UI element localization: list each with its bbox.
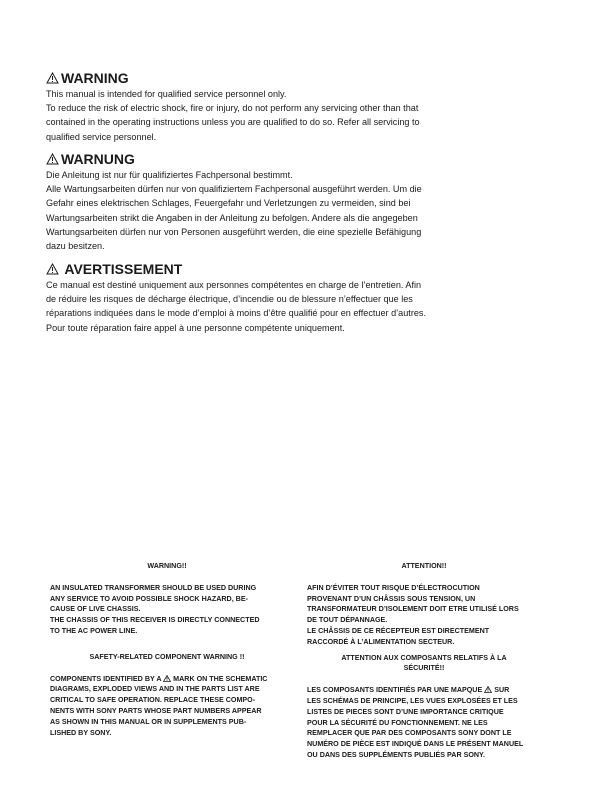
left-body-line: AN INSULATED TRANSFORMER SHOULD BE USED DURING [50,583,257,592]
left-body-line: DIAGRAMS, EXPLODED VIEWS AND IN THE PARTS LIST ARE [50,685,260,694]
warning-text-line: contained in the operating instructions unless you are qualified to do so. Refer all servicing to [46,117,420,128]
left-warning-box [50,561,284,738]
left-heading-2: SAFETY-RELATED COMPONENT WARNING !! [89,652,245,661]
right-body-1 [307,583,541,648]
left-body-line: CAUSE OF LIVE CHASSIS. [50,605,141,614]
warning-title: WARNING [61,70,129,86]
warnung-text-line: Gefahr eines elektrischen Schlages, Feuergefahr und Verletzungen zu vermeiden, sind bei [46,198,411,209]
right-body-line [307,685,541,696]
warnung-text-line: Wartungsarbeiten dürfen nur von Personen ausgeführt werden, die eine spezielle Befähigung [46,226,422,237]
left-heading-1: WARNING!! [147,562,187,570]
right-body-line: LES SCHÉMAS DE PRINCIPE, LES VUES EXPLOSÉES ET LES [307,696,518,705]
warning-triangle-icon [46,153,59,165]
warning-text-line: This manual is intended for qualified service personnel only. [46,89,287,99]
spacer [50,637,284,652]
left-body-line: TO THE AC POWER LINE. [50,626,138,635]
right-heading-2 [307,653,541,675]
right-body-line: OU DANS DES SUPPLÉMENTS PUBLIÉS PAR SONY. [307,750,486,759]
warning-section-en [46,70,476,144]
left-body-line: THE CHASSIS OF THIS RECEIVER IS DIRECTLY CONNECTED [50,616,260,625]
warnung-text-line: Wartungsarbeiten strikt die Angaben in der Anleitung zu befolgen. Andere als die angegeben [46,212,418,223]
avertissement-text-line: réparations indiquées dans le mode d’emploi à moins d’être qualifié pour en effectuer d’autres. [46,308,426,319]
right-body-line: RACCORDÉ À L’ALIMENTATION SECTEUR. [307,637,455,646]
left-body-line: LISHED BY SONY. [50,728,112,737]
warnung-text-line: Alle Wartungsarbeiten dürfen nur von qualifiziertem Fachpersonal ausgeführt werden. Um die [46,184,422,195]
avertissement-text-line: Pour toute réparation faire appel à une personne compétente uniquement. [46,322,345,333]
right-heading-2-line: SÉCURITÉ!! [403,664,445,673]
right-body-text: LES COMPOSANTS IDENTIFIÉS PAR UNE MAPQUE [307,686,485,695]
left-body-text: COMPONENTS IDENTIFIED BY A [50,674,164,683]
left-body-2 [50,674,284,739]
avertissement-text-line: Ce manual est destiné uniquement aux personnes compétentes en charge de l’entretien. Afin [46,280,422,290]
left-body-text: MARK ON THE SCHEMATIC [171,674,268,683]
left-body-line [50,674,284,685]
left-body-1 [50,583,284,637]
left-body-line: AS SHOWN IN THIS MANUAL OR IN SUPPLEMENTS PUB- [50,717,247,726]
left-body-line: CRITICAL TO SAFE OPERATION. REPLACE THESE COMPO- [50,696,256,705]
right-body-line: LISTES DE PIECES SONT D’UNE IMPORTANCE CRITIQUE [307,707,504,716]
right-body-line: REMPLACER QUE PAR DES COMPOSANTS SONY DONT LE [307,729,512,738]
right-body-line: AFIN D’ÉVITER TOUT RISQUE D’ÉLECTROCUTION [307,583,480,592]
warning-text-line: qualified service personnel. [46,131,157,142]
warning-triangle-icon [46,72,59,84]
right-body-line: POUR LA SÉCURITÉ DU FONCTIONNEMENT. NE LES [307,718,488,727]
warnung-text-line: Die Anleitung ist nur für qualifiziertes Fachpersonal bestimmt. [46,170,293,180]
left-body-line: ANY SERVICE TO AVOID POSSIBLE SHOCK HAZARD, BE- [50,594,248,603]
warning-heading-de [46,151,476,167]
right-body-text: SUR [492,686,510,695]
warning-heading-en [46,70,476,86]
right-body-line: NUMÉRO DE PIÈCE EST INDIQUÉ DANS LE PRÉSENT MANUEL [307,740,524,749]
right-body-line: PROVENANT D’UN CHÂSSIS SOUS TENSION, UN [307,594,476,603]
warning-section-de [46,151,476,253]
right-body-2 [307,685,541,761]
right-heading-1: ATTENTION!! [401,562,447,570]
warning-triangle-icon [46,263,59,275]
warning-text-line: To reduce the risk of electric shock, fire or injury, do not perform any servicing other than that [46,103,419,114]
right-body-line: DE TOUT DÉPANNAGE. [307,616,388,625]
right-attention-box [307,561,541,761]
right-body-line: LE CHÂSSIS DE CE RÉCEPTEUR EST DIRECTEMENT [307,626,490,635]
warning-triangle-icon [163,675,171,682]
avertissement-text-line: de réduire les risques de décharge électrique, d’incendie ou de blessure n’effectuer que les [46,294,413,305]
warning-section-fr [46,261,476,335]
right-body-line: TRANSFORMATEUR D’ISOLEMENT DOIT ETRE UTILISÉ LORS [307,605,519,614]
avertissement-title: AVERTISSEMENT [61,261,183,277]
right-heading-2-line: ATTENTION AUX COMPOSANTS RELATIFS À LA [341,653,507,662]
warnung-title: WARNUNG [61,151,135,167]
warning-heading-fr [46,261,476,277]
left-body-line: NENTS WITH SONY PARTS WHOSE PART NUMBERS APPEAR [50,706,262,715]
warnung-text-line: dazu besitzen. [46,241,105,252]
